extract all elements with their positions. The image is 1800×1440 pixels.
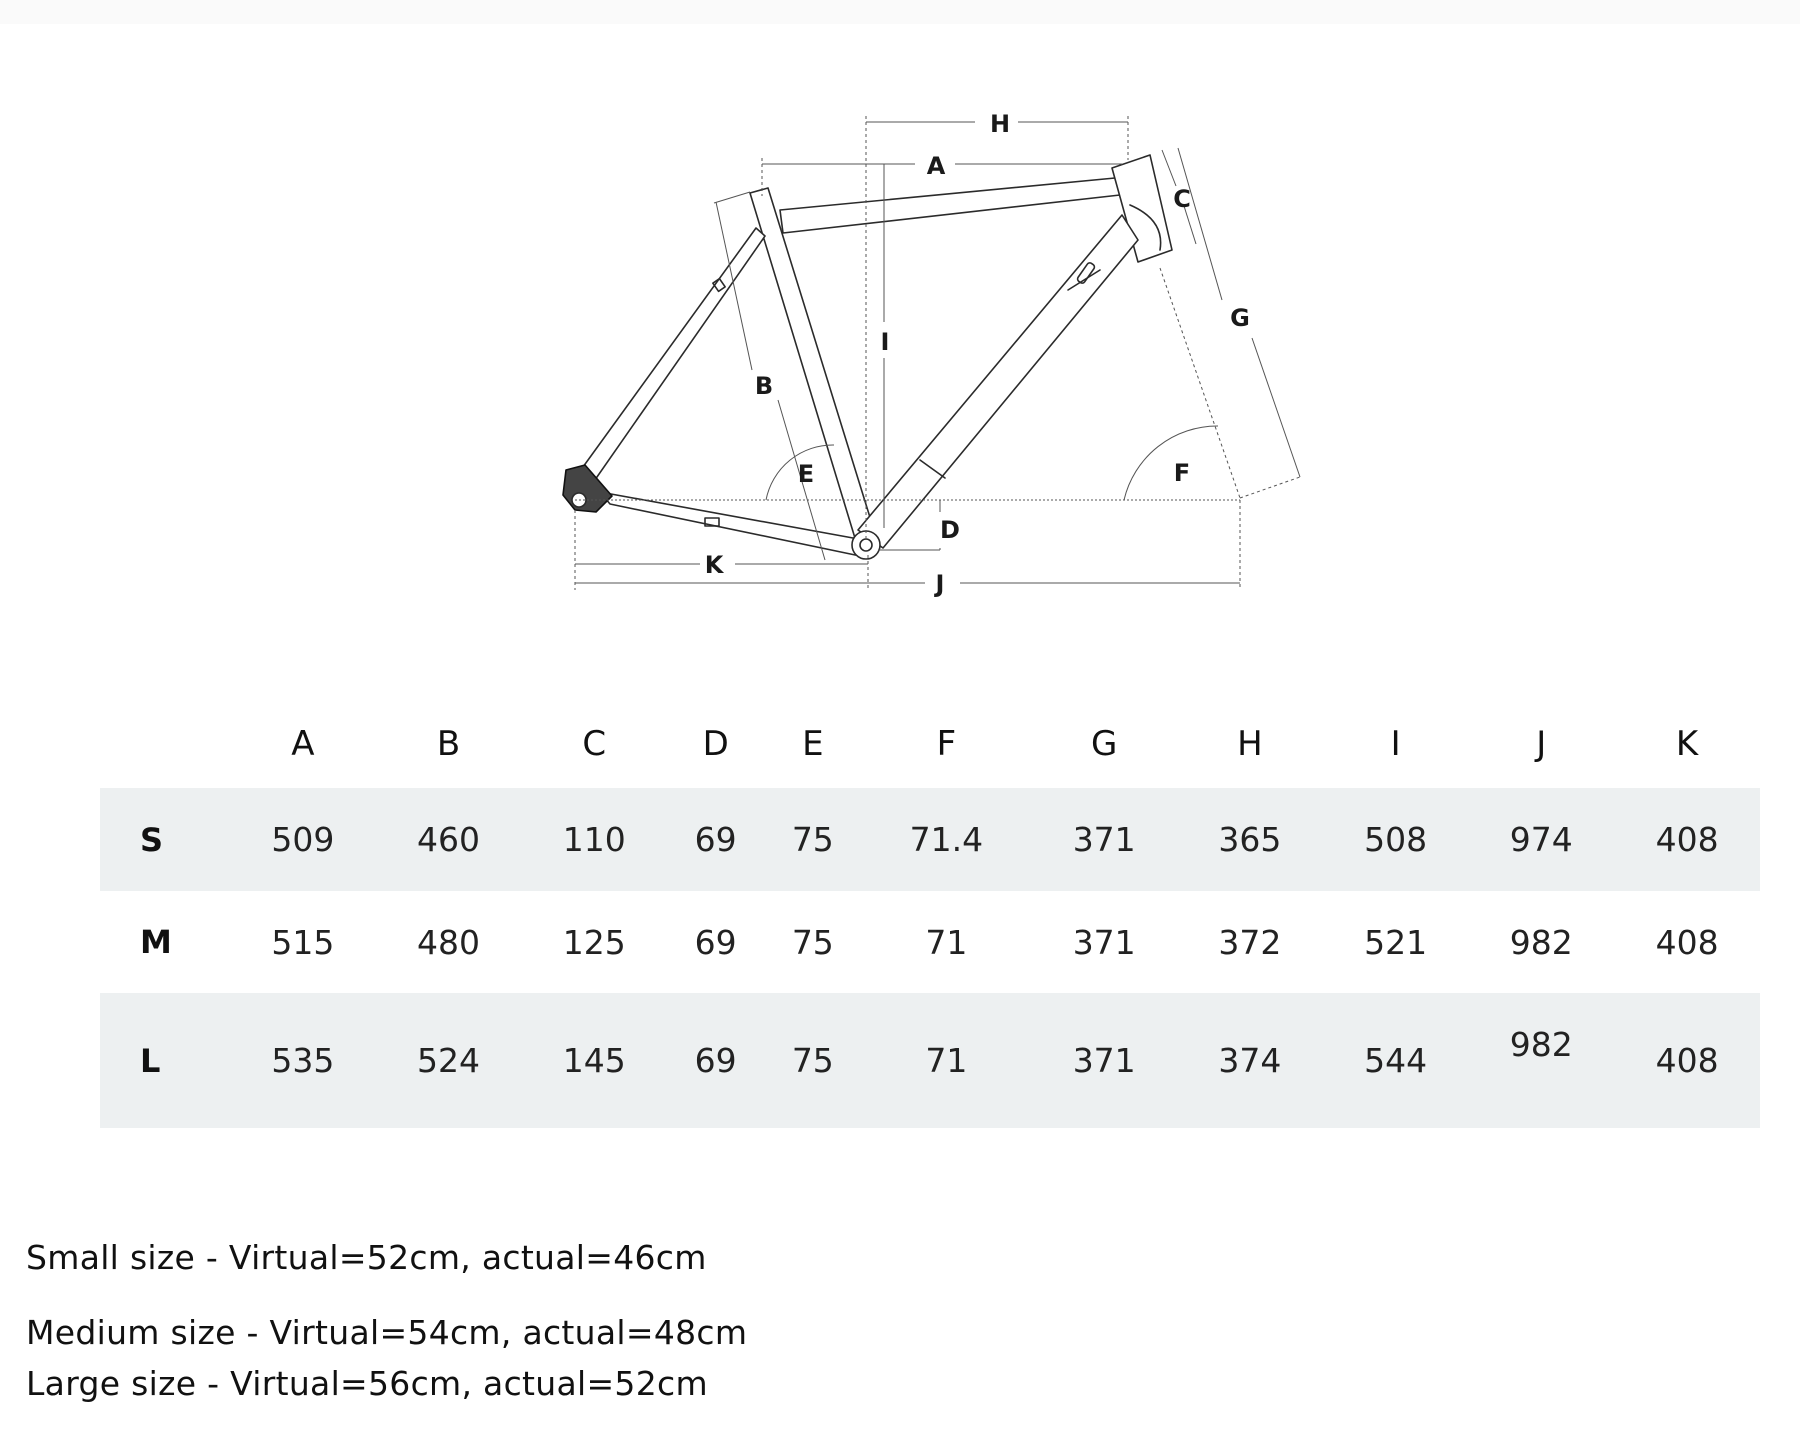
label-k: K [704, 551, 724, 579]
table-cell: 69 [694, 1041, 737, 1080]
label-h: H [989, 110, 1011, 138]
label-j: J [935, 570, 945, 598]
column-header: I [1390, 724, 1401, 764]
size-label: S [140, 820, 164, 859]
chain-stay [600, 492, 864, 556]
table-cell: 535 [271, 1041, 335, 1080]
size-label: L [140, 1041, 161, 1080]
table-cell: 371 [1072, 820, 1136, 859]
column-header: A [291, 724, 315, 764]
size-label: M [140, 923, 172, 961]
table-cell: 982 [1509, 1025, 1573, 1064]
table-corner [100, 700, 230, 788]
top-tube [780, 178, 1120, 233]
table-cell: 524 [417, 1041, 481, 1080]
column-header: D [702, 724, 729, 764]
label-a: A [926, 152, 946, 180]
table-cell: 145 [562, 1041, 626, 1080]
table-cell: 125 [562, 922, 626, 962]
table-cell: 521 [1364, 922, 1428, 962]
table-cell: 75 [791, 1041, 834, 1080]
table-cell: 71 [925, 922, 968, 962]
column-header: J [1536, 724, 1547, 764]
seat-stay [575, 228, 765, 487]
table-cell: 75 [791, 820, 834, 859]
bottom-bracket [852, 531, 880, 559]
table-cell: 460 [417, 820, 481, 859]
table-cell: 509 [271, 820, 335, 859]
table-cell: 508 [1364, 820, 1428, 859]
frame-geometry-diagram [0, 0, 1800, 620]
label-c: C [1173, 185, 1191, 213]
geometry-table [100, 700, 1760, 1128]
table-cell: 365 [1218, 820, 1282, 859]
table-cell: 372 [1218, 922, 1282, 962]
table-cell: 408 [1655, 820, 1719, 859]
table-row-large [100, 993, 1760, 1128]
table-cell: 408 [1655, 922, 1719, 962]
table-cell: 110 [562, 820, 626, 859]
table-cell: 371 [1072, 922, 1136, 962]
column-header: C [582, 724, 607, 764]
table-cell: 75 [791, 922, 834, 962]
column-header: G [1091, 724, 1118, 764]
table-cell: 515 [271, 922, 335, 962]
table-cell: 974 [1509, 820, 1573, 859]
column-header: E [802, 724, 824, 764]
label-e: E [797, 460, 815, 488]
column-header: H [1237, 724, 1263, 764]
note-medium-size: Medium size - Virtual=54cm, actual=48cm [26, 1313, 748, 1352]
table-cell: 371 [1072, 1041, 1136, 1080]
table-cell: 374 [1218, 1041, 1282, 1080]
table-cell: 408 [1655, 1041, 1719, 1080]
column-header: B [436, 724, 461, 764]
label-d: D [940, 516, 960, 544]
label-i: I [880, 328, 890, 356]
table-cell: 69 [694, 820, 737, 859]
column-header: F [936, 724, 957, 764]
seat-tube [750, 188, 877, 548]
table-header-row [100, 700, 1760, 788]
down-tube [858, 215, 1138, 548]
table-cell: 71.4 [909, 820, 984, 859]
table-cell: 480 [417, 922, 481, 962]
label-f: F [1173, 459, 1191, 487]
rear-dropout [563, 465, 612, 512]
table-row-medium [100, 891, 1760, 993]
table-cell: 544 [1364, 1041, 1428, 1080]
table-row-small [100, 788, 1760, 891]
note-small-size: Small size - Virtual=52cm, actual=46cm [26, 1238, 707, 1277]
label-g: G [1230, 304, 1250, 332]
note-large-size: Large size - Virtual=56cm, actual=52cm [26, 1364, 708, 1403]
table-cell: 71 [925, 1041, 968, 1080]
label-b: B [754, 372, 774, 400]
bike-frame-drawing [0, 0, 1800, 620]
table-cell: 69 [694, 922, 737, 962]
table-cell: 982 [1509, 922, 1573, 962]
column-header: K [1675, 724, 1699, 764]
